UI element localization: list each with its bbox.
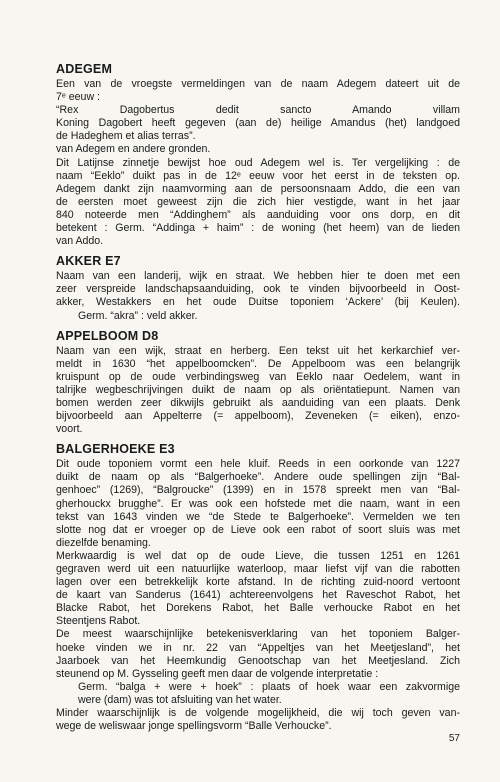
text-line: gherhouckx brugghe”. Er was ook een hofstede met die naam, want in een	[56, 497, 460, 510]
text-line: voort.	[56, 423, 83, 436]
text-line: akker, Westakkers en het oude Duitse toponiem ‘Ackere’ (bij Keulen).	[56, 296, 460, 309]
text-line: wege de weliswaar jonge spellingsvorm “Balle Verhoucke”.	[56, 720, 332, 733]
text-line: Dit Latijnse zinnetje bewijst hoe oud Adegem wel is. Ter vergelijking : de	[56, 156, 460, 169]
page-number: 57	[448, 733, 460, 744]
text-line: duikt de naam op als “Balgerhoeke”. Andere oude spellingen zijn “Bal-	[56, 471, 460, 484]
text-line: naam “Eeklo” duikt pas in de 12ᵉ eeuw voor het eerst in de teksten op.	[56, 169, 460, 182]
text-line: De meest waarschijnlijke betekenisverklaring van het toponiem Balger-	[56, 628, 460, 641]
text-line: Naam van een landerij, wijk en straat. We hebben hier te doen met een	[56, 270, 460, 283]
text-line: diezelfde benaming.	[56, 536, 151, 549]
text-line: Germ. “akra” : veld akker.	[78, 309, 198, 322]
text-line: meldt in 1630 “het appelboomcken”. De Appelboom was een belangrijk	[56, 357, 460, 370]
text-line: were (dam) was tot afsluiting van het water.	[78, 693, 282, 706]
text-line: Minder waarschijnlijk is de volgende mogelijkheid, die wij toch geven van-	[56, 707, 460, 720]
entry-title: BALGERHOEKE E3	[56, 442, 175, 457]
text-line: zeer verspreide landschapsaanduiding, ook te vinden bijvoorbeeld in Oost-	[56, 283, 460, 296]
text-line: Een van de vroegste vermeldingen van de naam Adegem dateert uit de	[56, 78, 460, 90]
text-line: betekent : Germ. “Addinga + haim” : de woning (het heem) van de lieden	[56, 222, 460, 235]
entries-container	[56, 62, 460, 733]
entry	[56, 442, 460, 733]
text-line: steunend op M. Gysseling geeft men daar de volgende interpretatie :	[56, 667, 379, 680]
text-line: gegraven werd uit een natuurlijke waterloop, maar liefst vijf van die rabotten	[56, 563, 460, 575]
text-line: Jaarboek van het Heemkundig Genootschap van het Meetjesland. Zich	[56, 654, 460, 667]
text-line: genhoec” (1269), “Balgroucke” (1399) en in 1578 spreekt men van “Bal-	[56, 484, 460, 497]
text-line: Blacke Rabot, het Dorekens Rabot, het Balle verhoucke Rabot en het	[56, 602, 460, 615]
text-line: talrijke wegbeschrijvingen duikt de naam op als oriëntatiepunt. Namen van	[56, 383, 460, 396]
text-line: Dit oude toponiem vormt een hele kluif. Reeds in een oorkonde van 1227	[56, 458, 460, 471]
text-line: kruispunt op de oude verbindingsweg van Eeklo naar Oedelem, want in	[56, 370, 460, 383]
text-line: bomen werden zeer dikwijls gebruikt als aanduiding van een plaats. Denk	[56, 396, 460, 409]
text-line: van Addo.	[56, 235, 104, 248]
text-line: tekst van 1643 vinden we “de Stede te Balgerhoeke”. Vermelden we ten	[56, 510, 460, 523]
text-line: hoeke vinden we in nr. 22 van “Appeltjes van het Meetjesland”, het	[56, 641, 460, 654]
text-line: Adegem dankt zijn naamvorming aan de persoonsnaam Addo, die een van	[56, 182, 460, 195]
entry	[56, 62, 460, 248]
text-line: Koning Dagobert heeft gegeven (aan de) heilige Amandus (het) landgoed	[56, 117, 460, 130]
text-line: 7ᵉ eeuw :	[56, 91, 100, 104]
text-line: de eersten moet geweest zijn die zich hier vestigde, want in het jaar	[56, 195, 460, 208]
text-line: Merkwaardig is wel dat op de oude Lieve, die tussen 1251 en 1261	[56, 549, 460, 562]
text-line: slotte nog dat er vroeger op de Lieve ook een rabot of soort sluis was met	[56, 523, 460, 536]
text-line: de kaart van Sanderus (1641) achtereenvolgens het Raveschot Rabot, het	[56, 589, 460, 602]
text-line: Steentjens Rabot.	[56, 615, 141, 628]
entry	[56, 254, 460, 322]
entry	[56, 329, 460, 437]
text-line: bijvoorbeeld aan Appelterre (= appelboom), Zeveneken (= eiken), enzo-	[56, 410, 460, 423]
entry-title: ADEGEM	[56, 62, 113, 76]
text-line: “Rex Dagobertus dedit sancto Amando villam	[56, 104, 460, 117]
text-line: lagen over een betrekkelijk korte afstand. In de richting zuid-noord vertoont	[56, 576, 460, 589]
text-line: 840 noteerde men “Addinghem” als aanduiding voor ons dorp, en dit	[56, 208, 460, 221]
entry-title: APPELBOOM D8	[56, 328, 159, 343]
entry-title: AKKER E7	[56, 254, 121, 269]
text-line: de Hadeghem et alias terras”.	[56, 130, 196, 143]
text-line: van Adegem en andere gronden.	[56, 143, 211, 156]
text-line: Germ. “balga + were + hoek” : plaats of hoek waar een zakvormige	[78, 680, 460, 693]
text-line: Naam van een wijk, straat en herberg. Een tekst uit het kerkarchief ver-	[56, 344, 460, 357]
